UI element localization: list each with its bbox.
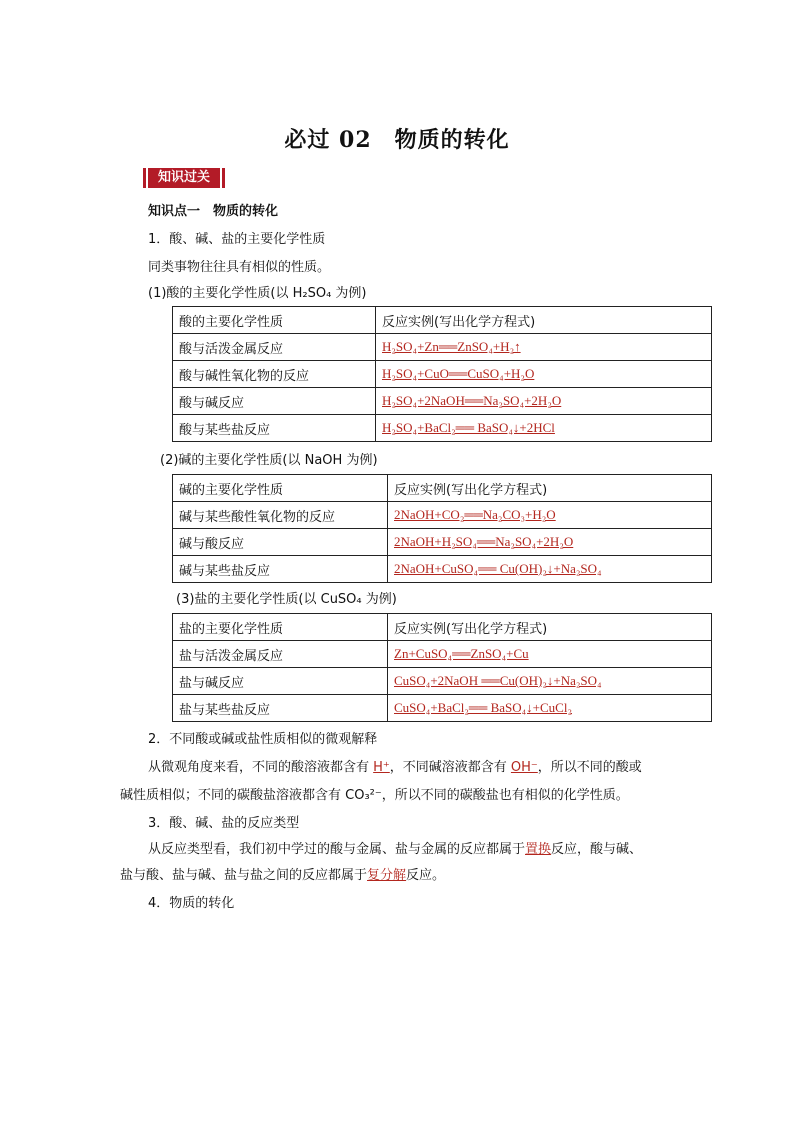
- property-cell: 碱与某些盐反应: [173, 556, 388, 583]
- table-row: [173, 695, 712, 722]
- header-cell: 反应实例(写出化学方程式): [388, 475, 712, 502]
- equation-answer: H₂SO₄+Zn══ZnSO₄+H₂↑: [382, 339, 521, 354]
- table-header-row: [173, 475, 712, 502]
- table-row: [173, 388, 712, 415]
- equation-answer: 2NaOH+CO₂══Na₂CO₃+H₂O: [394, 507, 556, 522]
- property-cell: 盐与活泼金属反应: [173, 641, 388, 668]
- salt-table: [172, 613, 712, 722]
- header-cell: 反应实例(写出化学方程式): [388, 614, 712, 641]
- table-row: [173, 415, 712, 442]
- equation-answer: Zn+CuSO₄══ZnSO₄+Cu: [394, 646, 529, 661]
- table-row: [173, 502, 712, 529]
- property-cell: 酸与碱性氧化物的反应: [173, 361, 376, 388]
- item-1-text: 同类事物往往具有相似的性质。: [148, 260, 331, 275]
- item-1-heading: 1．酸、碱、盐的主要化学性质: [148, 232, 326, 247]
- table-row: [173, 556, 712, 583]
- table-row: [173, 334, 712, 361]
- table-header-row: [173, 614, 712, 641]
- item-3-heading: 3．酸、碱、盐的反应类型: [148, 816, 300, 831]
- table-row: [173, 668, 712, 695]
- property-cell: 酸与某些盐反应: [173, 415, 376, 442]
- acid-table: [172, 306, 712, 442]
- table-header-row: [173, 307, 712, 334]
- answer-double-decomposition: 复分解: [367, 868, 407, 883]
- header-cell: 反应实例(写出化学方程式): [376, 307, 712, 334]
- acid-caption: (1)酸的主要化学性质(以 H₂SO₄ 为例): [148, 286, 367, 301]
- item-4-heading: 4．物质的转化: [148, 896, 235, 911]
- property-cell: 碱与某些酸性氧化物的反应: [173, 502, 388, 529]
- base-table: [172, 474, 712, 583]
- table-row: [173, 529, 712, 556]
- equation-answer: 2NaOH+CuSO₄══ Cu(OH)₂↓+Na₂SO₄: [394, 561, 602, 576]
- item-2-paragraph-line-1: 从微观角度来看，不同的酸溶液都含有 H⁺，不同碱溶液都含有 OH⁻，所以不同的酸或: [148, 760, 642, 775]
- item-2-heading: 2．不同酸或碱或盐性质相似的微观解释: [148, 732, 378, 747]
- section-badge: 知识过关: [148, 168, 220, 188]
- equation-answer: 2NaOH+H₂SO₄══Na₂SO₄+2H₂O: [394, 534, 574, 549]
- table-row: [173, 361, 712, 388]
- table-row: [173, 641, 712, 668]
- item-3-paragraph-line-1: 从反应类型看，我们初中学过的酸与金属、盐与金属的反应都属于置换反应，酸与碱、: [148, 842, 643, 857]
- item-2-paragraph-line-2: 碱性质相似；不同的碳酸盐溶液都含有 CO₃²⁻，所以不同的碳酸盐也有相似的化学性质。: [120, 788, 629, 803]
- page-title: 必过 02 物质的转化: [284, 127, 510, 153]
- answer-h-ion: H⁺: [373, 760, 390, 775]
- header-cell: 盐的主要化学性质: [173, 614, 388, 641]
- section-heading: 知识点一 物质的转化: [148, 204, 279, 219]
- answer-replacement: 置换: [525, 842, 552, 857]
- property-cell: 盐与碱反应: [173, 668, 388, 695]
- property-cell: 碱与酸反应: [173, 529, 388, 556]
- property-cell: 酸与活泼金属反应: [173, 334, 376, 361]
- equation-answer: H₂SO₄+CuO══CuSO₄+H₂O: [382, 366, 535, 381]
- equation-answer: CuSO₄+2NaOH ══Cu(OH)₂↓+Na₂SO₄: [394, 673, 602, 688]
- salt-caption: (3)盐的主要化学性质(以 CuSO₄ 为例): [176, 592, 397, 607]
- equation-answer: CuSO₄+BaCl₂══ BaSO₄↓+CuCl₂: [394, 700, 572, 715]
- answer-oh-ion: OH⁻: [510, 760, 538, 775]
- equation-answer: H₂SO₄+2NaOH══Na₂SO₄+2H₂O: [382, 393, 562, 408]
- header-cell: 碱的主要化学性质: [173, 475, 388, 502]
- property-cell: 盐与某些盐反应: [173, 695, 388, 722]
- equation-answer: H₂SO₄+BaCl₂══ BaSO₄↓+2HCl: [382, 420, 555, 435]
- header-cell: 酸的主要化学性质: [173, 307, 376, 334]
- base-caption: (2)碱的主要化学性质(以 NaOH 为例): [160, 453, 378, 468]
- property-cell: 酸与碱反应: [173, 388, 376, 415]
- item-3-paragraph-line-2: 盐与酸、盐与碱、盐与盐之间的反应都属于复分解反应。: [120, 868, 446, 883]
